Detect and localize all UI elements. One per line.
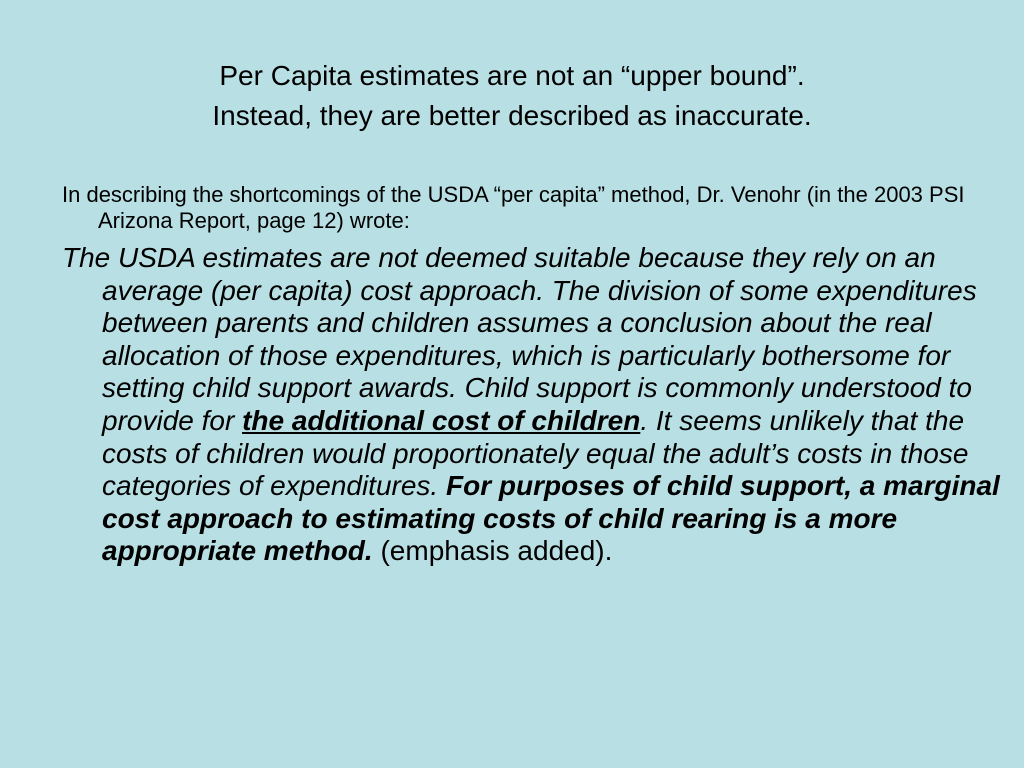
- quote-text-part-2: . It seems unlikely that the costs of children would proportionately equal the adult’s costs in those categories of expenditures.: [102, 404, 969, 502]
- quote-paragraph: [62, 242, 1002, 568]
- quote-emphasis-bold: For purposes of child support, a marginal cost approach to estimating costs of child rearing is a more appropriate method.: [102, 470, 1000, 567]
- slide-title-line-1: Per Capita estimates are not an “upper bound”.: [219, 60, 805, 91]
- slide-title: [60, 56, 964, 136]
- quote-emphasis-underlined: the additional cost of children: [242, 404, 641, 436]
- quote-closing: (emphasis added).: [372, 535, 613, 567]
- quote-text-part-1: The USDA estimates are not deemed suitable because they rely on an average (per capita) cost approach. The division of some expenditures between parents and children assumes a conclusion about the real allocation of those expenditures, which is particularly bothersome for setting child support awards. Child support is commonly understood to provide for: [62, 242, 977, 436]
- intro-paragraph: In describing the shortcomings of the USDA “per capita” method, Dr. Venohr (in the 2003 PSI Arizona Report, page 12) wrote:: [62, 182, 965, 233]
- slide-title-line-2: Instead, they are better described as inaccurate.: [212, 100, 812, 131]
